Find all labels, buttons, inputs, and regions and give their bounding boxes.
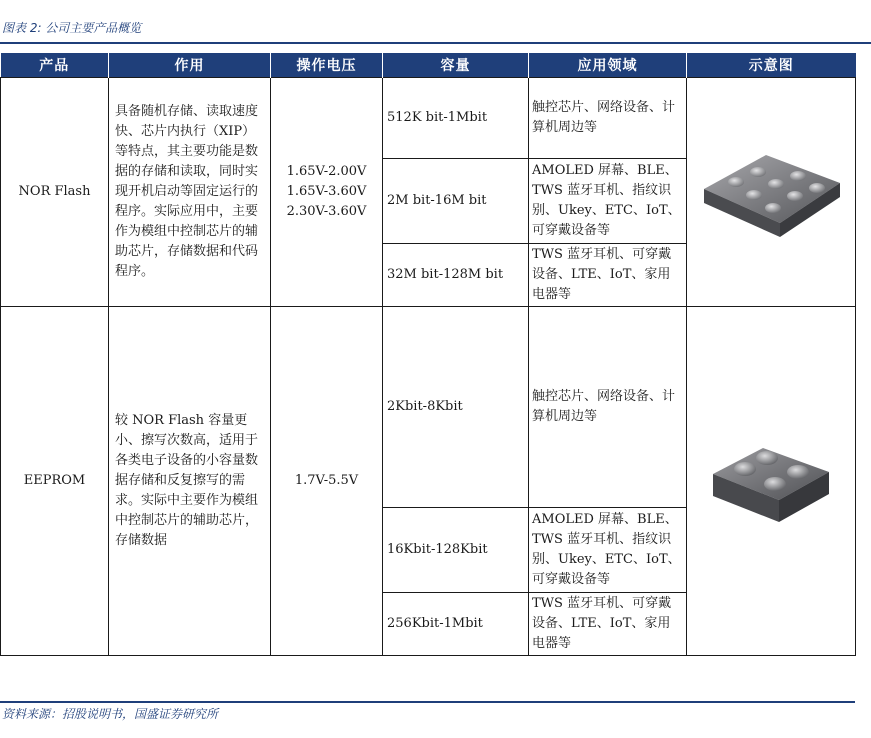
table-row bbox=[1, 307, 856, 508]
voltage-value: 1.65V-2.00V bbox=[286, 164, 367, 179]
application-cell: AMOLED 屏幕、BLE、TWS 蓝牙耳机、指纹识别、Ukey、ETC、IoT、可穿戴设备等 bbox=[529, 508, 687, 593]
top-rule bbox=[0, 42, 871, 44]
capacity-cell: 512K bit-1Mbit bbox=[383, 78, 529, 159]
capacity-cell: 2Kbit-8Kbit bbox=[383, 307, 529, 508]
application-cell: 触控芯片、网络设备、计算机周边等 bbox=[529, 78, 687, 159]
capacity-cell: 256Kbit-1Mbit bbox=[383, 593, 529, 656]
product-description: 具备随机存储、读取速度快、芯片内执行（XIP）等特点，其主要功能是数据的存储和读取，同时实现开机启动等固定运行的程序。实际应用中，主要作为模组中控制芯片的辅助芯片，存储数据和代码程序。 bbox=[109, 78, 271, 307]
header-product: 产品 bbox=[1, 53, 109, 78]
table-row bbox=[1, 78, 856, 159]
application-cell: 触控芯片、网络设备、计算机周边等 bbox=[529, 307, 687, 508]
eeprom-image bbox=[687, 307, 856, 656]
bottom-rule bbox=[0, 701, 855, 703]
voltage-value: 2.30V-3.60V bbox=[286, 204, 367, 219]
figure-caption: 图表 2: 公司主要产品概览 bbox=[2, 21, 142, 35]
header-capacity: 容量 bbox=[383, 53, 529, 78]
capacity-cell: 32M bit-128M bit bbox=[383, 244, 529, 307]
product-description: 较 NOR Flash 容量更小、擦写次数高，适用于各类电子设备的小容量数据存储和反复擦写的需求。实际中主要作为模组中控制芯片的辅助芯片，存储数据 bbox=[109, 307, 271, 656]
voltage-cell bbox=[271, 78, 383, 307]
header-voltage: 操作电压 bbox=[271, 53, 383, 78]
application-cell: AMOLED 屏幕、BLE、TWS 蓝牙耳机、指纹识别、Ukey、ETC、IoT、可穿戴设备等 bbox=[529, 159, 687, 244]
source-note: 资料来源：招股说明书，国盛证券研究所 bbox=[2, 707, 219, 721]
eeprom-chip-icon bbox=[701, 426, 841, 536]
nor-flash-image bbox=[687, 78, 856, 307]
application-cell: TWS 蓝牙耳机、可穿戴设备、LTE、IoT、家用电器等 bbox=[529, 593, 687, 656]
product-name: EEPROM bbox=[1, 307, 109, 656]
voltage-value: 1.65V-3.60V bbox=[286, 184, 367, 199]
header-application: 应用领域 bbox=[529, 53, 687, 78]
capacity-cell: 16Kbit-128Kbit bbox=[383, 508, 529, 593]
header-image: 示意图 bbox=[687, 53, 856, 78]
application-cell: TWS 蓝牙耳机、可穿戴设备、LTE、IoT、家用电器等 bbox=[529, 244, 687, 307]
product-name: NOR Flash bbox=[1, 78, 109, 307]
header-function: 作用 bbox=[109, 53, 271, 78]
product-overview-table bbox=[0, 53, 856, 656]
nor-flash-chip-icon bbox=[696, 137, 846, 247]
table-header-row bbox=[1, 53, 856, 78]
voltage-cell bbox=[271, 307, 383, 656]
voltage-value: 1.7V-5.5V bbox=[294, 473, 359, 488]
capacity-cell: 2M bit-16M bit bbox=[383, 159, 529, 244]
